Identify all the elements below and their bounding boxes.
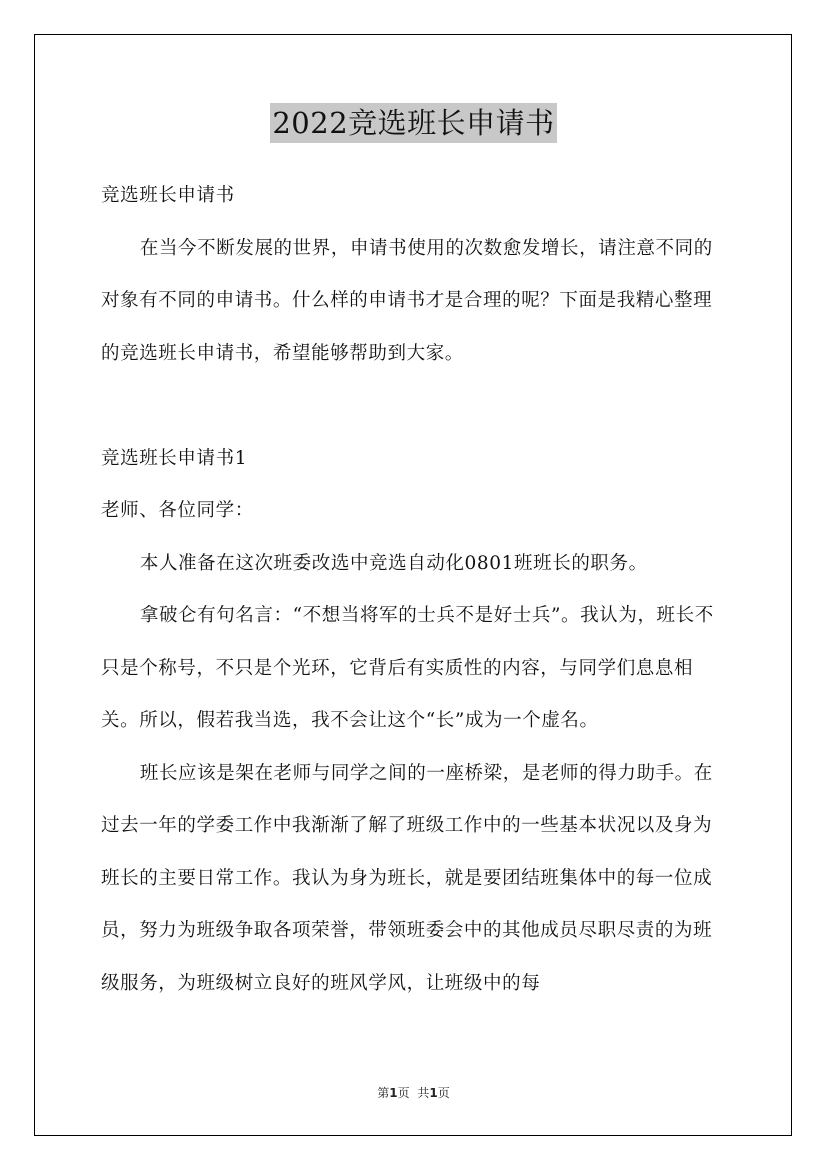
section-heading: 竞选班长申请书: [101, 185, 235, 206]
document-body: [101, 170, 731, 1010]
intro-paragraph: 在当今不断发展的世界，申请书使用的次数愈发增长，请注意不同的对象有不同的申请书。什么样的申请书才是合理的呢？下面是我精心整理的竞选班长申请书，希望能够帮助到大家。: [101, 237, 713, 364]
letter-heading: 竞选班长申请书1: [101, 447, 248, 469]
document-title-text: 2022竞选班长申请书: [270, 103, 556, 143]
total-label-prefix: 共: [417, 1086, 430, 1100]
page-label-prefix: 第: [377, 1086, 390, 1100]
body-paragraph: 本人准备在这次班委改选中竞选自动化0801班班长的职务。: [139, 552, 648, 574]
page-footer: [0, 1084, 827, 1101]
body-paragraph: 班长应该是架在老师与同学之间的一座桥梁，是老师的得力助手。在过去一年的学委工作中我渐渐了解了班级工作中的一些基本状况以及身为班长的主要日常工作。我认为身为班长，就是要团结班集体中的每一位成员，努力为班级争取各项荣誉，带领班委会中的其他成员尽职尽责的为班级服务，为班级树立良好的班风学风，让班级中的每: [101, 762, 713, 994]
page-label-suffix: 页: [397, 1086, 410, 1100]
total-pages: 1: [429, 1086, 438, 1100]
total-label-suffix: 页: [437, 1086, 450, 1100]
document-title: [0, 103, 827, 143]
body-paragraph: 拿破仑有句名言：“不想当将军的士兵不是好士兵”。我认为，班长不只是个称号，不只是个光环，它背后有实质性的内容，与同学们息息相关。所以，假若我当选，我不会让这个“长”成为一个虚名。: [101, 605, 714, 731]
salutation: 老师、各位同学：: [101, 500, 254, 521]
blank-line: [101, 380, 731, 433]
page-number: 1: [389, 1086, 398, 1100]
